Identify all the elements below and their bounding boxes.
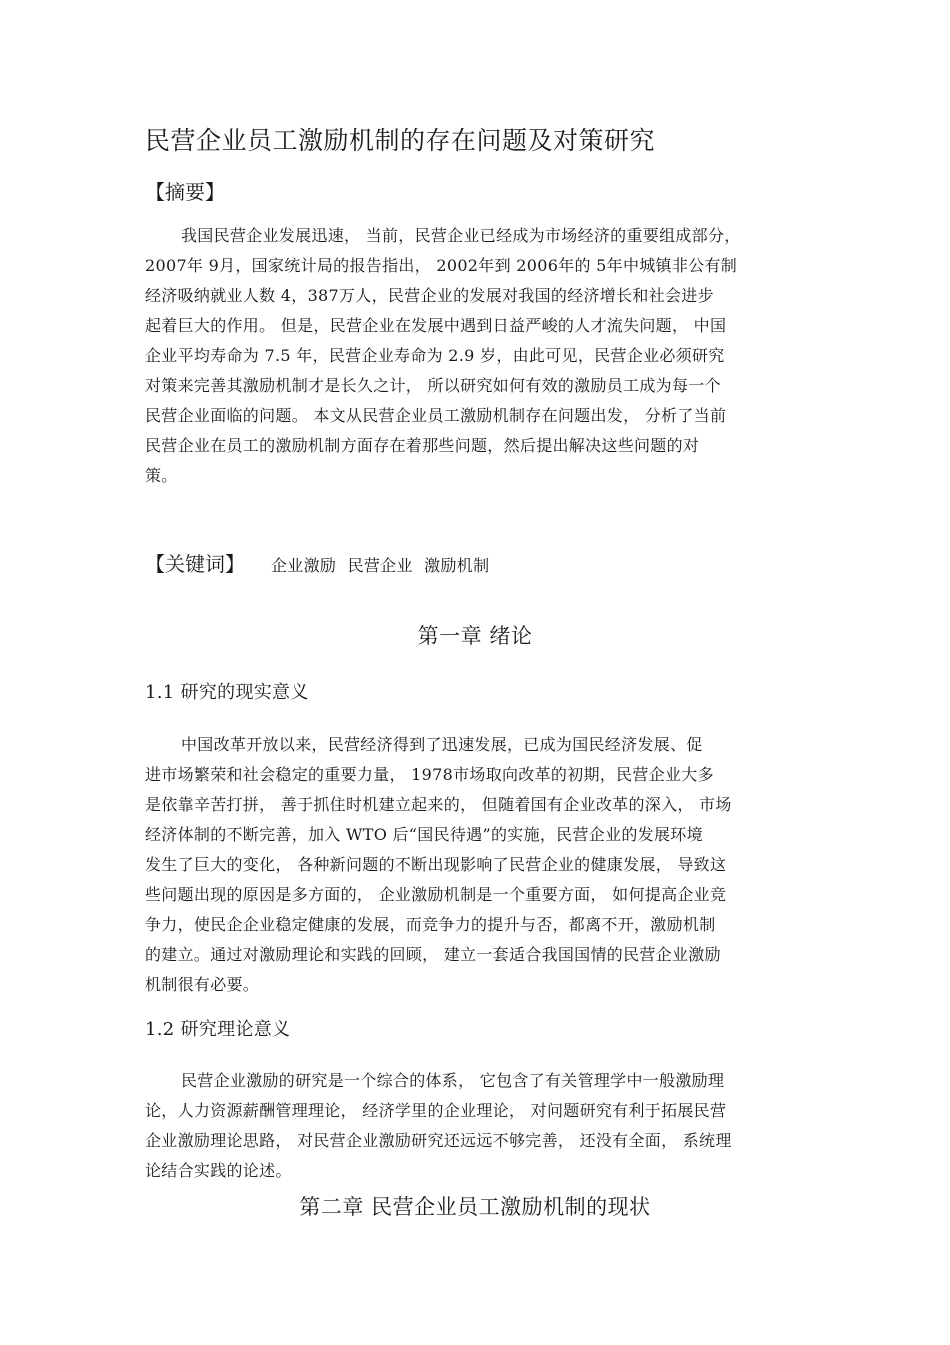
paragraph-line: 企业激励理论思路， 对民营企业激励研究还远远不够完善， 还没有全面， 系统理 (145, 1131, 732, 1150)
paragraph-line: 论结合实践的论述。 (145, 1161, 292, 1180)
section-1-2-title: 1.2 研究理论意义 (145, 1019, 291, 1040)
abstract-line: 策。 (145, 466, 178, 485)
keywords-values: 企业激励 民营企业 激励机制 (271, 556, 490, 575)
paragraph-line: 发生了巨大的变化， 各种新问题的不断出现影响了民营企业的健康发展， 导致这 (145, 855, 727, 874)
paragraph-line: 是依靠辛苦打拼， 善于抓住时机建立起来的， 但随着国有企业改革的深入， 市场 (145, 795, 732, 814)
abstract-heading: 【摘要】 (145, 180, 225, 204)
section-1-1-body (145, 730, 805, 1000)
chapter-1-title: 第一章 绪论 (417, 624, 533, 648)
abstract-line: 民营企业在员工的激励机制方面存在着那些问题，然后提出解决这些问题的对 (145, 436, 700, 455)
paragraph-line: 民营企业激励的研究是一个综合的体系， 它包含了有关管理学中一般激励理 (181, 1071, 725, 1090)
paragraph-line: 中国改革开放以来，民营经济得到了迅速发展，已成为国民经济发展、促 (181, 735, 703, 754)
paragraph-line: 争力，使民企企业稳定健康的发展，而竞争力的提升与否，都离不开，激励机制 (145, 915, 716, 934)
abstract-line: 2007年 9月，国家统计局的报告指出， 2002年到 2006年的 5年中城镇非公有制 (145, 256, 738, 275)
paragraph-line: 进市场繁荣和社会稳定的重要力量， 1978市场取向改革的初期，民营企业大多 (145, 765, 714, 784)
keywords-row (145, 550, 489, 580)
document-title: 民营企业员工激励机制的存在问题及对策研究 (145, 126, 656, 155)
keywords-heading: 【关键词】 (145, 552, 245, 576)
abstract-line: 民营企业面临的问题。 本文从民营企业员工激励机制存在问题出发， 分析了当前 (145, 406, 727, 425)
section-1-2-body (145, 1066, 805, 1186)
abstract-line: 企业平均寿命为 7.5 年，民营企业寿命为 2.9 岁，由此可见，民营企业必须研究 (145, 346, 725, 365)
paragraph-line: 机制很有必要。 (145, 975, 260, 994)
abstract-line: 经济吸纳就业人数 4，387万人，民营企业的发展对我国的经济增长和社会进步 (145, 286, 714, 305)
paragraph-line: 论，人力资源薪酬管理理论， 经济学里的企业理论， 对问题研究有利于拓展民营 (145, 1101, 727, 1120)
abstract-line: 对策来完善其激励机制才是长久之计， 所以研究如何有效的激励员工成为每一个 (145, 376, 721, 395)
abstract-line: 我国民营企业发展迅速， 当前，民营企业已经成为市场经济的重要组成部分， (181, 226, 741, 245)
abstract-line: 起着巨大的作用。 但是，民营企业在发展中遇到日益严峻的人才流失问题， 中国 (145, 316, 727, 335)
paragraph-line: 些问题出现的原因是多方面的， 企业激励机制是一个重要方面， 如何提高企业竞 (145, 885, 727, 904)
section-1-1-title: 1.1 研究的现实意义 (145, 682, 309, 703)
paragraph-line: 的建立。通过对激励理论和实践的回顾， 建立一套适合我国国情的民营企业激励 (145, 945, 721, 964)
chapter-2-title: 第二章 民营企业员工激励机制的现状 (299, 1195, 651, 1219)
paragraph-line: 经济体制的不断完善，加入 WTO 后“国民待遇”的实施，民营企业的发展环境 (145, 825, 703, 844)
abstract-body (145, 221, 805, 491)
